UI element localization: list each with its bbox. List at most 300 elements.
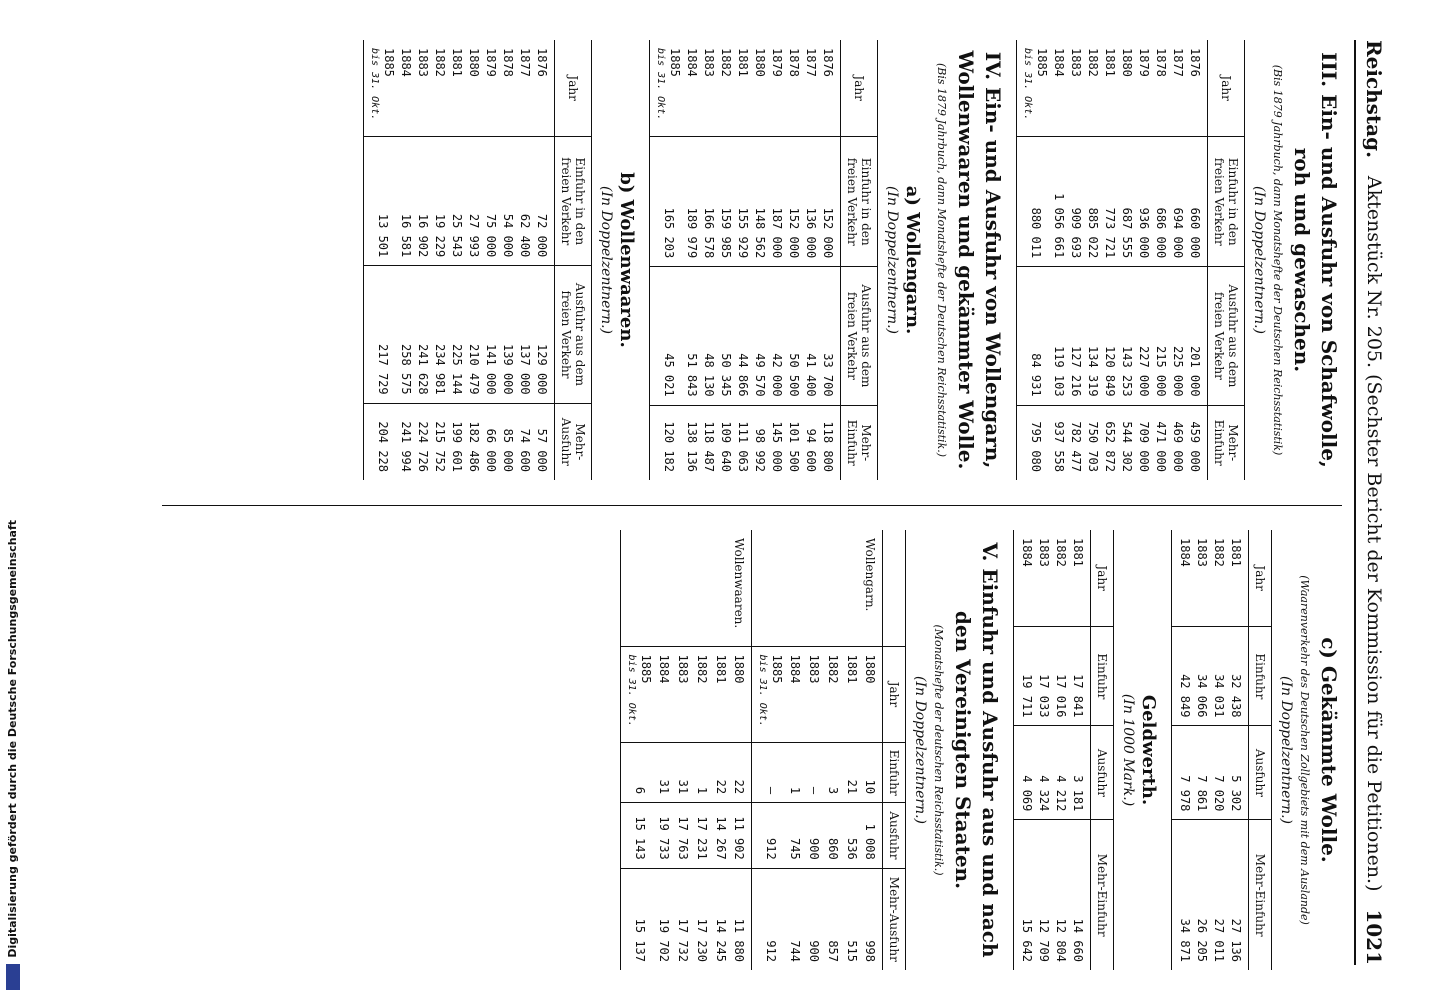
value-cell: 48 130 <box>700 267 717 405</box>
value-cell: 148 562 <box>751 137 768 267</box>
table-combed-wool <box>1171 530 1272 970</box>
year-value: 1880 <box>467 48 481 77</box>
value-cell: 258 575 <box>397 266 414 403</box>
year-value: 1879 <box>1137 48 1151 77</box>
value-cell: 998 <box>861 868 883 970</box>
value-cell: 19 711 <box>1014 627 1036 726</box>
value-cell: 544 302 <box>1118 405 1135 480</box>
year-value: 1883 <box>1069 48 1083 77</box>
year-value: 1883 <box>1195 538 1209 567</box>
table-wool-yarn <box>649 40 878 480</box>
table-header-row <box>555 40 592 480</box>
year-cell <box>692 646 711 743</box>
year-value: 1880 <box>753 48 767 77</box>
col-header-year: Jahr <box>1208 40 1245 137</box>
section-3-source-note: (Bis 1879 Jahrbuch, dann Monatshefte der Deutschen Reichsstatistik) <box>1271 64 1284 456</box>
value-cell: 14 245 <box>711 868 730 970</box>
year-value: 1880 <box>732 654 746 684</box>
table-row <box>1135 40 1152 480</box>
section-c-source-note: (Waarenverkehr des Deutschen Zollgebiets mit dem Auslande) <box>1298 575 1311 925</box>
year-value: 1885 <box>668 48 682 77</box>
col-header-import: Einfuhr in den freien Verkehr <box>555 137 592 266</box>
year-cell <box>621 646 655 743</box>
value-cell: 13 501 <box>364 137 398 266</box>
table-row <box>516 40 533 480</box>
column-divider <box>162 505 1342 506</box>
value-cell: 145 000 <box>768 405 785 480</box>
year-cell <box>823 646 842 743</box>
row-group-label <box>785 530 804 646</box>
value-cell: 17 763 <box>673 803 692 869</box>
section-4-title: IV. Ein- und Ausfuhr von Wollengarn, Wollenwaaren und gekämmter Wolle. <box>954 50 1005 470</box>
col-header-year: Jahr <box>1249 530 1272 627</box>
year-value: 1876 <box>1188 48 1202 77</box>
value-cell: 225 144 <box>448 266 465 403</box>
value-cell: 22 <box>730 743 752 803</box>
value-cell: 201 000 <box>1186 267 1208 405</box>
year-value: 1882 <box>1086 48 1100 77</box>
col-header-net-import: Mehr-Einfuhr <box>841 405 878 480</box>
table-body <box>364 40 555 480</box>
partial-year-note: bis 31. Okt. <box>757 654 768 727</box>
year-value: 1881 <box>714 654 728 684</box>
value-cell: 227 000 <box>1135 267 1152 405</box>
table-header-row <box>841 40 878 480</box>
value-cell: 42 849 <box>1172 627 1194 726</box>
year-value: 1880 <box>863 654 877 684</box>
table-row <box>1014 530 1036 970</box>
value-cell: 139 000 <box>499 266 516 403</box>
year-value: 1878 <box>787 48 801 77</box>
year-cell <box>711 646 730 743</box>
table-header-row <box>1091 530 1114 970</box>
value-cell: 19 733 <box>654 803 673 869</box>
section-5-title: V. Einfuhr und Ausfuhr aus und nach den Vereinigten Staaten. <box>951 542 1002 958</box>
value-cell: 118 800 <box>819 405 841 480</box>
value-cell: 127 216 <box>1067 267 1084 405</box>
table-row <box>700 40 717 480</box>
row-group-label <box>823 530 842 646</box>
value-cell: 7 978 <box>1172 726 1194 820</box>
row-group-label <box>804 530 823 646</box>
year-value: 1879 <box>770 48 784 77</box>
digitization-footer <box>6 520 20 990</box>
value-cell: 687 555 <box>1118 137 1135 267</box>
page-header <box>1354 40 1392 965</box>
year-value: 1884 <box>1178 538 1192 567</box>
year-value: 1882 <box>433 48 447 77</box>
col-header-export: Ausfuhr <box>1091 726 1114 820</box>
col-header-export: Ausfuhr aus dem freien Verkehr <box>555 266 592 403</box>
section-c-value-unit: (In 1000 Mark.) <box>1120 693 1136 807</box>
row-group-label <box>752 530 786 646</box>
value-cell: 19 702 <box>654 868 673 970</box>
value-cell: 686 000 <box>1152 137 1169 267</box>
table-row <box>621 530 655 970</box>
value-cell: 189 979 <box>683 137 700 267</box>
value-cell: 16 902 <box>414 137 431 266</box>
table-row <box>1118 40 1135 480</box>
section-3-title: III. Ein- und Ausfuhr von Schafwolle, roh und gewaschen. <box>1290 52 1341 468</box>
section-5-source-note: (Monatshefte der deutschen Reichsstatistik.) <box>932 624 945 876</box>
value-cell: 85 000 <box>499 403 516 480</box>
value-cell: 15 642 <box>1014 820 1036 970</box>
section-4b-title: b) Wollenwaaren. <box>616 172 637 348</box>
col-header-export: Ausfuhr aus dem freien Verkehr <box>1208 267 1245 405</box>
year-cell <box>785 646 804 743</box>
table-row <box>1186 40 1208 480</box>
footer-funding-note: Digitalisierung gefördert durch die Deutsche Forschungsgemeinschaft <box>6 520 19 958</box>
table-row <box>499 40 516 480</box>
value-cell: 217 729 <box>364 266 398 403</box>
year-cell <box>1017 40 1051 137</box>
value-cell: 17 033 <box>1035 627 1052 726</box>
year-cell <box>785 40 802 137</box>
year-cell <box>414 40 431 137</box>
year-cell <box>465 40 482 137</box>
value-cell: 15 137 <box>621 868 655 970</box>
value-cell: 660 000 <box>1186 137 1208 267</box>
value-cell: 912 <box>752 803 786 869</box>
value-cell: 141 000 <box>482 266 499 403</box>
value-cell: 159 985 <box>717 137 734 267</box>
value-cell: 51 843 <box>683 267 700 405</box>
value-cell: 469 000 <box>1169 405 1186 480</box>
year-cell <box>730 646 752 743</box>
value-cell: 909 693 <box>1067 137 1084 267</box>
value-cell: 98 992 <box>751 405 768 480</box>
year-value: 1878 <box>501 48 515 77</box>
year-value: 1882 <box>719 48 733 77</box>
section-3-unit: (In Doppelzentnern.) <box>1251 185 1267 335</box>
year-cell <box>516 40 533 137</box>
value-cell: 137 000 <box>516 266 533 403</box>
year-cell <box>650 40 684 137</box>
table-row <box>1152 40 1169 480</box>
table-body <box>1017 40 1208 480</box>
value-cell: 26 205 <box>1193 820 1210 970</box>
year-value: 1884 <box>399 48 413 77</box>
col-header-export: Ausfuhr <box>883 803 906 869</box>
value-cell: 471 000 <box>1152 405 1169 480</box>
year-cell <box>1052 530 1069 627</box>
value-cell: 773 721 <box>1101 137 1118 267</box>
value-cell: 857 <box>823 868 842 970</box>
col-header-import: Einfuhr <box>883 743 906 803</box>
value-cell: 15 143 <box>621 803 655 869</box>
table-row <box>683 40 700 480</box>
year-cell <box>364 40 398 137</box>
year-value: 1883 <box>1037 538 1051 567</box>
year-cell <box>1050 40 1067 137</box>
value-cell: 84 931 <box>1017 267 1051 405</box>
table-row <box>1172 530 1194 970</box>
value-cell: 515 <box>842 868 861 970</box>
table-row <box>1227 530 1249 970</box>
table-header-row <box>1249 530 1272 970</box>
value-cell: 782 477 <box>1067 405 1084 480</box>
value-cell: — <box>752 743 786 803</box>
page-number: 1021 <box>1362 909 1386 965</box>
table-row <box>751 40 768 480</box>
year-cell <box>1069 530 1091 627</box>
value-cell: 241 628 <box>414 266 431 403</box>
value-cell: 34 031 <box>1210 627 1227 726</box>
year-cell <box>819 40 841 137</box>
table-row <box>1052 530 1069 970</box>
table-row <box>861 530 883 970</box>
table-row <box>711 530 730 970</box>
year-cell <box>448 40 465 137</box>
col-header-net-export: Mehr-Ausfuhr <box>555 403 592 480</box>
table-row <box>1210 530 1227 970</box>
value-cell: 187 000 <box>768 137 785 267</box>
year-value: 1884 <box>788 654 802 684</box>
value-cell: 4 069 <box>1014 726 1036 820</box>
table-row <box>465 40 482 480</box>
value-cell: 101 500 <box>785 405 802 480</box>
value-cell: 4 324 <box>1035 726 1052 820</box>
col-header-import: Einfuhr <box>1091 627 1114 726</box>
left-column <box>363 40 1342 480</box>
year-value: 1880 <box>1120 48 1134 77</box>
value-cell: 19 229 <box>431 137 448 266</box>
col-header-export: Ausfuhr <box>1249 726 1272 820</box>
value-cell: 652 872 <box>1101 405 1118 480</box>
value-cell: 860 <box>823 803 842 869</box>
value-cell: 44 866 <box>734 267 751 405</box>
value-cell: 12 804 <box>1052 820 1069 970</box>
value-cell: 41 400 <box>802 267 819 405</box>
year-cell <box>397 40 414 137</box>
year-value: 1885 <box>382 48 396 77</box>
year-cell <box>1186 40 1208 137</box>
row-group-label <box>842 530 861 646</box>
value-cell: 27 011 <box>1210 820 1227 970</box>
value-cell: 745 <box>785 803 804 869</box>
value-cell: 152 000 <box>785 137 802 267</box>
value-cell: 34 871 <box>1172 820 1194 970</box>
value-cell: 900 <box>804 868 823 970</box>
year-cell <box>1014 530 1036 627</box>
year-cell <box>751 40 768 137</box>
value-cell: 12 709 <box>1035 820 1052 970</box>
value-cell: 94 600 <box>802 405 819 480</box>
value-cell: 27 136 <box>1227 820 1249 970</box>
value-cell: 119 103 <box>1050 267 1067 405</box>
year-cell <box>533 40 555 137</box>
value-cell: 166 578 <box>700 137 717 267</box>
row-group-label: Wollengarn. <box>863 538 877 612</box>
year-cell <box>1067 40 1084 137</box>
year-cell <box>499 40 516 137</box>
year-cell <box>717 40 734 137</box>
value-cell: 744 <box>785 868 804 970</box>
section-c-unit: (In Doppelzentnern.) <box>1278 675 1294 825</box>
row-group-label: Wollenwaaren. <box>732 538 746 629</box>
year-value: 1884 <box>657 654 671 684</box>
value-cell: 118 487 <box>700 405 717 480</box>
value-cell: 120 849 <box>1101 267 1118 405</box>
table-row <box>654 530 673 970</box>
right-column <box>620 530 1342 970</box>
col-header-export: Ausfuhr aus dem freien Verkehr <box>841 267 878 405</box>
year-cell <box>802 40 819 137</box>
value-cell: 10 <box>861 743 883 803</box>
year-cell <box>1084 40 1101 137</box>
value-cell: 16 581 <box>397 137 414 266</box>
value-cell: 50 500 <box>785 267 802 405</box>
year-cell <box>842 646 861 743</box>
table-body <box>1014 530 1091 970</box>
table-row <box>823 530 842 970</box>
value-cell: 204 228 <box>364 403 398 480</box>
row-group-label <box>692 530 711 646</box>
table-row <box>431 40 448 480</box>
value-cell: 54 000 <box>499 137 516 266</box>
value-cell: 459 000 <box>1186 405 1208 480</box>
year-value: 1881 <box>450 48 464 77</box>
year-cell <box>431 40 448 137</box>
value-cell: 45 021 <box>650 267 684 405</box>
table-header-row <box>883 530 906 970</box>
table-row <box>414 40 431 480</box>
partial-year-note: bis 31. Okt. <box>369 48 380 121</box>
section-5-unit: (In Doppelzentnern.) <box>912 675 928 825</box>
year-value: 1882 <box>695 654 709 684</box>
value-cell: 22 <box>711 743 730 803</box>
table-row <box>1169 40 1186 480</box>
value-cell: 74 600 <box>516 403 533 480</box>
value-cell: 3 <box>823 743 842 803</box>
table-row <box>1017 40 1051 480</box>
value-cell: 210 479 <box>465 266 482 403</box>
table-row <box>482 40 499 480</box>
year-value: 1885 <box>639 654 653 684</box>
value-cell: 182 486 <box>465 403 482 480</box>
value-cell: 11 902 <box>730 803 752 869</box>
table-header-row <box>1208 40 1245 480</box>
table-row <box>1067 40 1084 480</box>
table-row <box>785 530 804 970</box>
partial-year-note: bis 31. Okt. <box>655 48 666 121</box>
value-cell: 129 000 <box>533 266 555 403</box>
col-header-import: Einfuhr <box>1249 627 1272 726</box>
table-row <box>734 40 751 480</box>
value-cell: 215 752 <box>431 403 448 480</box>
value-cell: 225 000 <box>1169 267 1186 405</box>
table-row <box>673 530 692 970</box>
value-cell: 143 253 <box>1118 267 1135 405</box>
header-document-title: Aktenstück Nr. 205. (Sechster Bericht der Kommission für die Petitionen.) <box>1363 175 1385 892</box>
year-value: 1877 <box>804 48 818 77</box>
value-cell: 11 880 <box>730 868 752 970</box>
value-cell: 241 994 <box>397 403 414 480</box>
value-cell: — <box>804 743 823 803</box>
year-cell <box>683 40 700 137</box>
year-cell <box>1172 530 1194 627</box>
row-group-label <box>621 530 655 646</box>
year-value: 1882 <box>1054 538 1068 567</box>
partial-year-note: bis 31. Okt. <box>1022 48 1033 121</box>
year-value: 1882 <box>1212 538 1226 567</box>
year-value: 1883 <box>702 48 716 77</box>
year-cell <box>734 40 751 137</box>
value-cell: 6 <box>621 743 655 803</box>
year-cell <box>654 646 673 743</box>
value-cell: 224 726 <box>414 403 431 480</box>
year-cell <box>1118 40 1135 137</box>
table-row <box>533 40 555 480</box>
year-value: 1882 <box>826 654 840 684</box>
section-c-value-title: Geldwerth. <box>1138 694 1159 806</box>
value-cell: 111 063 <box>734 405 751 480</box>
value-cell: 62 400 <box>516 137 533 266</box>
table-row <box>1193 530 1210 970</box>
col-header-net-import: Mehr-Einfuhr <box>1249 820 1272 970</box>
value-cell: 17 841 <box>1069 627 1091 726</box>
year-cell <box>752 646 786 743</box>
value-cell: 3 181 <box>1069 726 1091 820</box>
row-group-label <box>654 530 673 646</box>
value-cell: 136 000 <box>802 137 819 267</box>
value-cell: 694 000 <box>1169 137 1186 267</box>
table-row <box>768 40 785 480</box>
table-row <box>1069 530 1091 970</box>
value-cell: 1 <box>692 743 711 803</box>
value-cell: 709 000 <box>1135 405 1152 480</box>
year-value: 1881 <box>736 48 750 77</box>
year-cell <box>1152 40 1169 137</box>
year-cell <box>1135 40 1152 137</box>
year-value: 1876 <box>535 48 549 77</box>
value-cell: 1 008 <box>861 803 883 869</box>
value-cell: 215 000 <box>1152 267 1169 405</box>
value-cell: 134 319 <box>1084 267 1101 405</box>
year-value: 1879 <box>484 48 498 77</box>
table-row <box>650 40 684 480</box>
value-cell: 49 570 <box>751 267 768 405</box>
table-row <box>1035 530 1052 970</box>
value-cell: 5 302 <box>1227 726 1249 820</box>
value-cell: 17 231 <box>692 803 711 869</box>
year-value: 1883 <box>807 654 821 684</box>
year-value: 1881 <box>1103 48 1117 77</box>
value-cell: 912 <box>752 868 786 970</box>
value-cell: 32 438 <box>1227 627 1249 726</box>
col-header-year: Jahr <box>555 40 592 137</box>
table-wool-goods <box>363 40 592 480</box>
year-cell <box>861 646 883 743</box>
year-cell <box>768 40 785 137</box>
year-cell <box>700 40 717 137</box>
table-row <box>802 40 819 480</box>
value-cell: 155 929 <box>734 137 751 267</box>
table-row <box>1084 40 1101 480</box>
value-cell: 31 <box>654 743 673 803</box>
table-row <box>692 530 711 970</box>
header-reichstag: Reichstag. <box>1362 40 1386 159</box>
col-header-import: Einfuhr in den freien Verkehr <box>1208 137 1245 267</box>
value-cell: 936 000 <box>1135 137 1152 267</box>
table-body <box>621 530 752 970</box>
value-cell: 152 000 <box>819 137 841 267</box>
table-row <box>804 530 823 970</box>
value-cell: 50 345 <box>717 267 734 405</box>
value-cell: 17 732 <box>673 868 692 970</box>
section-c-title: c) Gekämmte Wolle. <box>1317 637 1341 863</box>
value-cell: 34 066 <box>1193 627 1210 726</box>
